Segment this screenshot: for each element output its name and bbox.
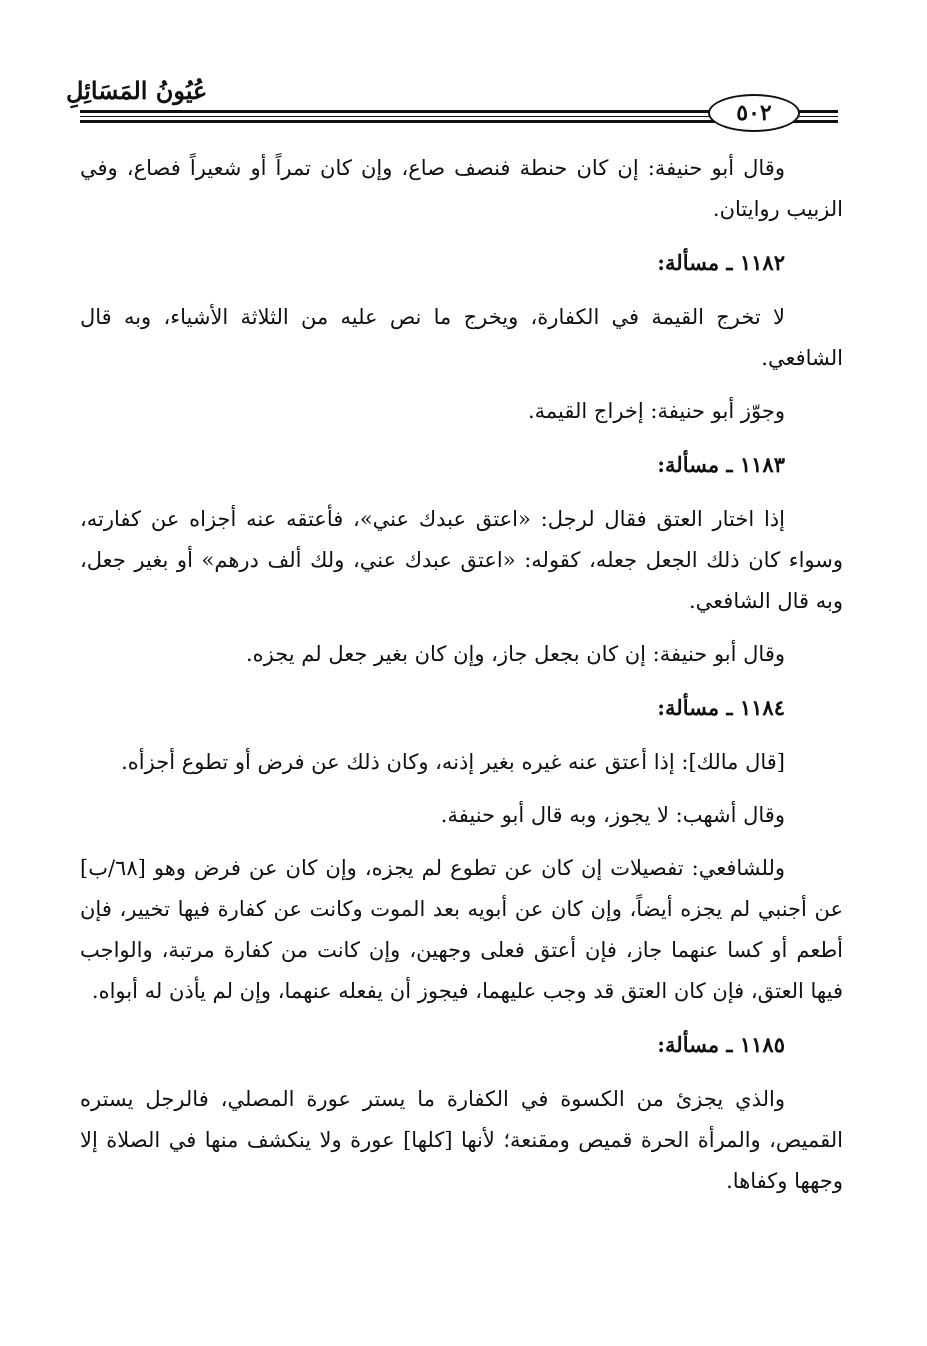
running-header-title: عُيُونُ المَسَائِلِ bbox=[66, 76, 208, 105]
paragraph: وقال أبو حنيفة: إن كان بجعل جاز، وإن كان بغير جعل لم يجزه. bbox=[245, 642, 785, 666]
paragraph: وقال أبو حنيفة: إن كان حنطة فنصف صاع، وإن كان تمراً أو شعيراً فصاع، وفي الزبيب روايتان. bbox=[80, 156, 843, 221]
issue-heading: ١١٨٣ ـ مسألة: bbox=[657, 452, 785, 477]
issue-heading: ١١٨٤ ـ مسألة: bbox=[657, 695, 785, 720]
paragraph: والذي يجزئ من الكسوة في الكفارة ما يستر عورة المصلي، فالرجل يستره القميص، والمرأة الحرة قميص ومقنعة؛ لأنها [كلها] عورة ولا ينكشف منها في الصلاة إلا وجهها وكفاها. bbox=[80, 1087, 843, 1193]
paragraph: إذا اختار العتق فقال لرجل: «اعتق عبدك عني»، فأعتقه عنه أجزاه عن كفارته، وسواء كان ذلك الجعل جعله، كقوله: «اعتق عبدك عني، ولك ألف درهم» أو بغير جعل، وبه قال الشافعي. bbox=[80, 507, 843, 613]
paragraph: [قال مالك]: إذا أعتق عنه غيره بغير إذنه، وكان ذلك عن فرض أو تطوع أجزأه. bbox=[121, 750, 785, 774]
page-number: ٥٠٢ bbox=[736, 100, 772, 126]
paragraph: وقال أشهب: لا يجوز، وبه قال أبو حنيفة. bbox=[440, 803, 785, 827]
issue-heading: ١١٨٢ ـ مسألة: bbox=[657, 250, 785, 275]
paragraph: لا تخرج القيمة في الكفارة، ويخرج ما نص عليه من الثلاثة الأشياء، وبه قال الشافعي. bbox=[80, 305, 843, 370]
page-number-badge bbox=[708, 94, 800, 132]
issue-heading: ١١٨٥ ـ مسألة: bbox=[657, 1032, 785, 1057]
paragraph: وللشافعي: تفصيلات إن كان عن تطوع لم يجزه، وإن كان عن فرض وهو [٦٨/ب] عن أجنبي لم يجزه أيضاً، وإن كان عن أبويه بعد الموت وكانت عن كفارة فيها تخيير، فإن أطعم أو كسا عنهما جاز، فإن أعتق فعلى وجهين، وإن كانت من كفارة مرتبة، والواجب فيها العتق، فإن كان العتق قد وجب عليهما، فيجوز أن يفعله عنهما، وإن لم يأذن له أبواه. bbox=[80, 856, 843, 1003]
paragraph: وجوّز أبو حنيفة: إخراج القيمة. bbox=[527, 399, 785, 423]
page-body bbox=[80, 148, 843, 1214]
